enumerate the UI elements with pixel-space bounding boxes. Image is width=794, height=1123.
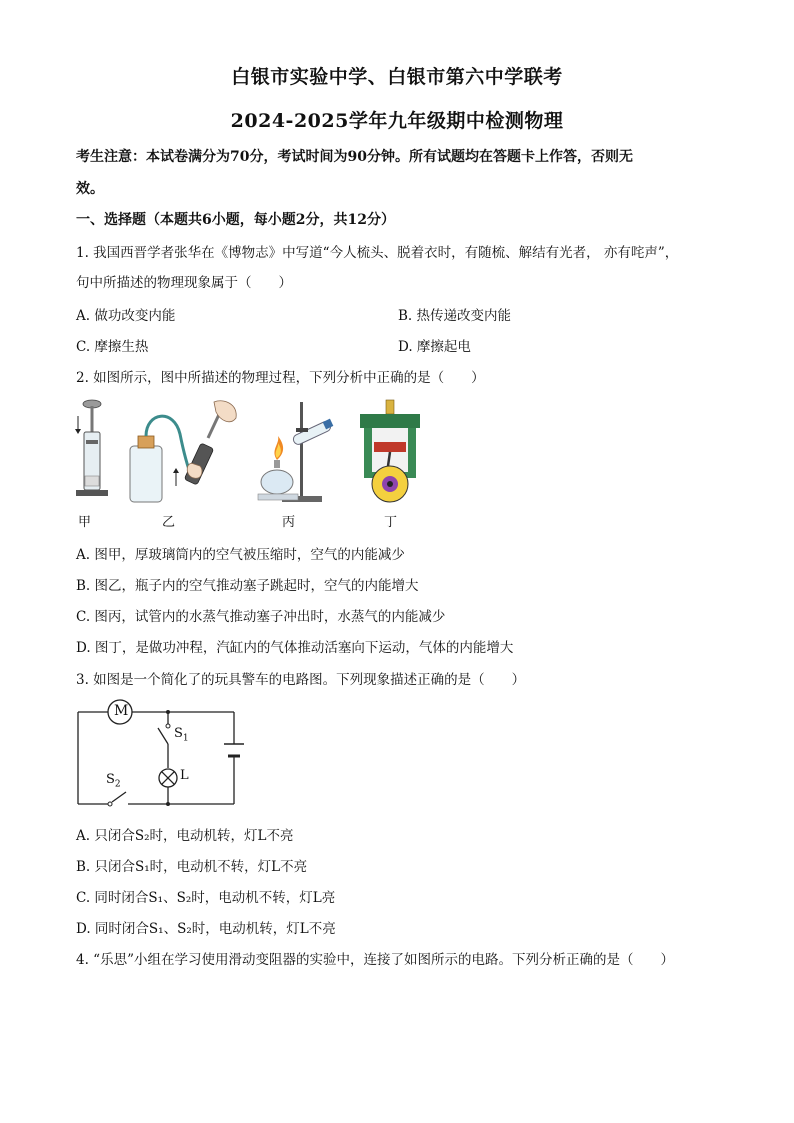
q2-option-b: B. 图乙，瓶子内的空气推动塞子跳起时，空气的内能增大 [76,578,419,594]
q2-option-c: C. 图丙，试管内的水蒸气推动塞子冲出时，水蒸气的内能减少 [76,609,446,625]
q3-option-c: C. 同时闭合S₁、S₂时，电动机不转，灯L亮 [76,890,336,906]
section-heading: 一、选择题（本题共6小题，每小题2分，共12分） [76,212,395,228]
q2-option-a: A. 图甲，厚玻璃筒内的空气被压缩时，空气的内能减少 [76,547,405,563]
circuit-diagram [70,696,250,812]
figure-label-jia: 甲 [78,515,92,530]
q1-stem-line1: 1. 我国西晋学者张华在《博物志》中写道“今人梳头、脱着衣时，有随梳、解结有光者， 亦有咤声”， [76,245,679,261]
figure-label-yi: 乙 [162,515,176,530]
switch-s1-label: $S_1$ [174,726,189,744]
q3-option-a: A. 只闭合S₂时，电动机转，灯L不亮 [76,828,294,844]
switch-s2-label: $S_2$ [106,772,121,790]
q1-stem-line2: 句中所描述的物理现象属于（ ） [76,275,292,291]
figure-label-bing: 丙 [282,515,296,530]
q2-option-d: D. 图丁，是做功冲程，汽缸内的气体推动活塞向下运动，气体的内能增大 [76,640,514,656]
notice-line2: 效。 [76,181,104,197]
figure-yi [122,398,242,506]
q3-option-d: D. 同时闭合S₁、S₂时，电动机转，灯L不亮 [76,921,336,937]
q3-option-b: B. 只闭合S₁时，电动机不转，灯L不亮 [76,859,308,875]
motor-label: M [114,703,129,719]
q1-option-c: C. 摩擦生热 [76,339,149,355]
q1-option-d: D. 摩擦起电 [398,339,471,355]
figure-ding [356,398,424,506]
q2-stem: 2. 如图所示，图中所描述的物理过程，下列分析中正确的是（ ） [76,370,485,386]
figure-label-ding: 丁 [384,515,398,530]
q4-stem: 4. “乐思”小组在学习使用滑动变阻器的实验中，连接了如图所示的电路。下列分析正确的是（ ） [76,952,674,968]
figure-bing [252,398,344,506]
q3-stem: 3. 如图是一个简化了的玩具警车的电路图。下列现象描述正确的是（ ） [76,672,526,688]
q1-option-a: A. 做功改变内能 [76,308,176,324]
lamp-label: L [180,768,189,783]
notice-line1: 考生注意：本试卷满分为70分，考试时间为90分钟。所有试题均在答题卡上作答，否则无 [76,149,633,165]
q1-option-b: B. 热传递改变内能 [398,308,512,324]
figure-jia [72,396,112,506]
exam-title-line2: 2024-2025学年九年级期中检测物理 [230,110,564,132]
exam-title-line1: 白银市实验中学、白银市第六中学联考 [231,66,563,88]
